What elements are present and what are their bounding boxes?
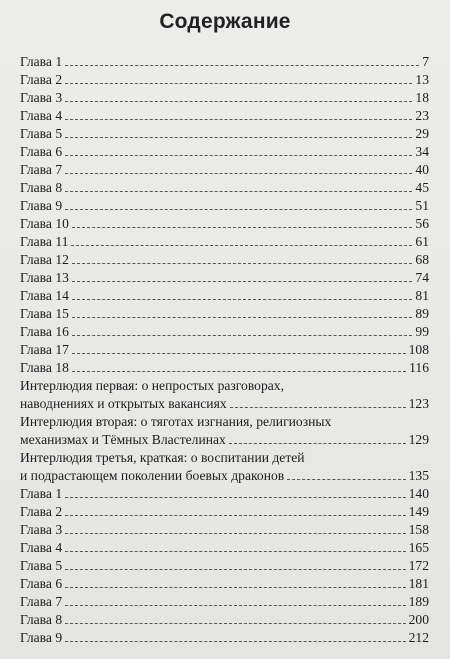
toc-entry-page: 123 (408, 396, 429, 411)
toc-entry-page: 158 (408, 522, 429, 537)
toc-entry (20, 161, 429, 179)
toc-entry-page: 61 (415, 234, 429, 249)
toc-entry-title: Глава 9 (20, 198, 63, 213)
dot-leader (65, 119, 412, 120)
toc-entry-last-line (20, 431, 429, 449)
dot-leader (65, 191, 412, 192)
dot-leader (65, 209, 412, 210)
dot-leader (65, 569, 405, 570)
toc-entry-page: 172 (408, 558, 429, 573)
page-title: Содержание (159, 10, 291, 33)
toc-entry-page: 40 (415, 162, 429, 177)
dot-leader (65, 137, 412, 138)
toc-entry-title: Глава 7 (20, 594, 63, 609)
toc-entry-page: 23 (415, 108, 429, 123)
toc-entry (20, 251, 429, 269)
toc-entry-title: Глава 14 (20, 288, 69, 303)
toc-entry-page: 189 (408, 594, 429, 609)
toc-entry (20, 539, 429, 557)
dot-leader (65, 83, 412, 84)
dot-leader (72, 353, 406, 354)
toc-entry-title-line2: и подрастающем поколении боевых драконов (20, 468, 285, 483)
toc-entry-page: 116 (409, 360, 429, 375)
toc-interlude-entry (20, 413, 429, 449)
toc-interlude-entry (20, 377, 429, 413)
dot-leader (65, 641, 405, 642)
toc-entry (20, 341, 429, 359)
dot-leader (230, 407, 406, 408)
toc-entry-title: Глава 6 (20, 576, 63, 591)
dot-leader (65, 65, 419, 66)
toc-entry-title: Глава 3 (20, 90, 63, 105)
dot-leader (65, 155, 412, 156)
toc-entry-title: Глава 18 (20, 360, 69, 375)
toc-entry (20, 485, 429, 503)
dot-leader (65, 623, 405, 624)
dot-leader (72, 263, 412, 264)
toc-entry-title: Глава 17 (20, 342, 69, 357)
toc-entry-page: 68 (415, 252, 429, 267)
toc-entry (20, 575, 429, 593)
toc-entry-title: Глава 11 (20, 234, 69, 249)
dot-leader (72, 227, 412, 228)
dot-leader (229, 443, 406, 444)
toc-entry-title: Глава 1 (20, 486, 63, 501)
dot-leader (65, 533, 405, 534)
toc-entry-title: Глава 8 (20, 612, 63, 627)
toc-entry (20, 269, 429, 287)
toc-entry (20, 71, 429, 89)
toc-entry-title: Глава 16 (20, 324, 69, 339)
toc-entry (20, 323, 429, 341)
toc-entry (20, 179, 429, 197)
toc-entry-title: Глава 10 (20, 216, 69, 231)
dot-leader (72, 281, 412, 282)
toc-entry-page: 135 (408, 468, 429, 483)
toc-entry-page: 18 (415, 90, 429, 105)
toc-entry-title: Глава 12 (20, 252, 69, 267)
toc-entry-title: Глава 4 (20, 108, 63, 123)
toc-entry (20, 359, 429, 377)
toc-entry-last-line (20, 467, 429, 485)
toc-entry (20, 629, 429, 647)
dot-leader (72, 335, 412, 336)
toc-entry-page: 181 (408, 576, 429, 591)
toc-entry-title: Глава 7 (20, 162, 63, 177)
toc-entry-page: 13 (415, 72, 429, 87)
dot-leader (287, 479, 405, 480)
toc-entry (20, 143, 429, 161)
toc-entry-title-line2: механизмах и Тёмных Властелинах (20, 432, 226, 447)
toc-entry-page: 34 (415, 144, 429, 159)
toc-entry-title: Глава 2 (20, 72, 63, 87)
toc-entry-page: 99 (415, 324, 429, 339)
toc-entry (20, 89, 429, 107)
toc-entry-title-line2: наводнениях и открытых вакансиях (20, 396, 227, 411)
dot-leader (65, 101, 412, 102)
toc-entry (20, 125, 429, 143)
toc-entry (20, 611, 429, 629)
toc-entry-title-line1: Интерлюдия третья, краткая: о воспитании детей (20, 450, 305, 465)
toc-entry (20, 107, 429, 125)
toc-entry-last-line (20, 395, 429, 413)
toc-entry (20, 557, 429, 575)
dot-leader (65, 497, 405, 498)
toc-entry-page: 81 (415, 288, 429, 303)
dot-leader (72, 299, 412, 300)
toc-entry-page: 7 (422, 54, 429, 69)
toc-entry (20, 593, 429, 611)
toc-entry-page: 51 (415, 198, 429, 213)
toc-entry (20, 215, 429, 233)
toc-entry (20, 233, 429, 251)
toc-entry (20, 53, 429, 71)
toc-entry-page: 129 (408, 432, 429, 447)
dot-leader (65, 173, 412, 174)
toc-entry (20, 305, 429, 323)
dot-leader (71, 245, 412, 246)
toc-entry-title-line1: Интерлюдия первая: о непростых разговорах, (20, 378, 284, 393)
toc-entry-page: 200 (408, 612, 429, 627)
toc-entry-title: Глава 5 (20, 558, 63, 573)
toc-entry-title-line1: Интерлюдия вторая: о тяготах изгнания, религиозных (20, 414, 332, 429)
toc-entry-title: Глава 2 (20, 504, 63, 519)
toc-entry-page: 29 (415, 126, 429, 141)
toc-entry-page: 108 (408, 342, 429, 357)
toc-entry-page: 149 (408, 504, 429, 519)
toc-entry-page: 140 (408, 486, 429, 501)
dot-leader (65, 587, 405, 588)
toc-entry-page: 89 (415, 306, 429, 321)
toc-entry-title: Глава 13 (20, 270, 69, 285)
dot-leader (65, 551, 405, 552)
toc-entry-title: Глава 8 (20, 180, 63, 195)
toc-entry-page: 56 (415, 216, 429, 231)
toc-entry-title: Глава 15 (20, 306, 69, 321)
toc-entry (20, 287, 429, 305)
toc-entry-page: 45 (415, 180, 429, 195)
dot-leader (65, 605, 405, 606)
toc-entry-title: Глава 5 (20, 126, 63, 141)
dot-leader (65, 515, 405, 516)
toc-interlude-entry (20, 449, 429, 485)
dot-leader (72, 371, 406, 372)
toc-entry-title: Глава 1 (20, 54, 63, 69)
toc-entry-page: 165 (408, 540, 429, 555)
toc-entry (20, 503, 429, 521)
toc-entry (20, 197, 429, 215)
toc-entry-title: Глава 9 (20, 630, 63, 645)
toc-entry-title: Глава 6 (20, 144, 63, 159)
toc-entry-title: Глава 4 (20, 540, 63, 555)
toc-entry (20, 521, 429, 539)
dot-leader (72, 317, 412, 318)
toc-entry-title: Глава 3 (20, 522, 63, 537)
toc-entry-page: 212 (408, 630, 429, 645)
toc-entry-page: 74 (415, 270, 429, 285)
table-of-contents (20, 53, 429, 647)
